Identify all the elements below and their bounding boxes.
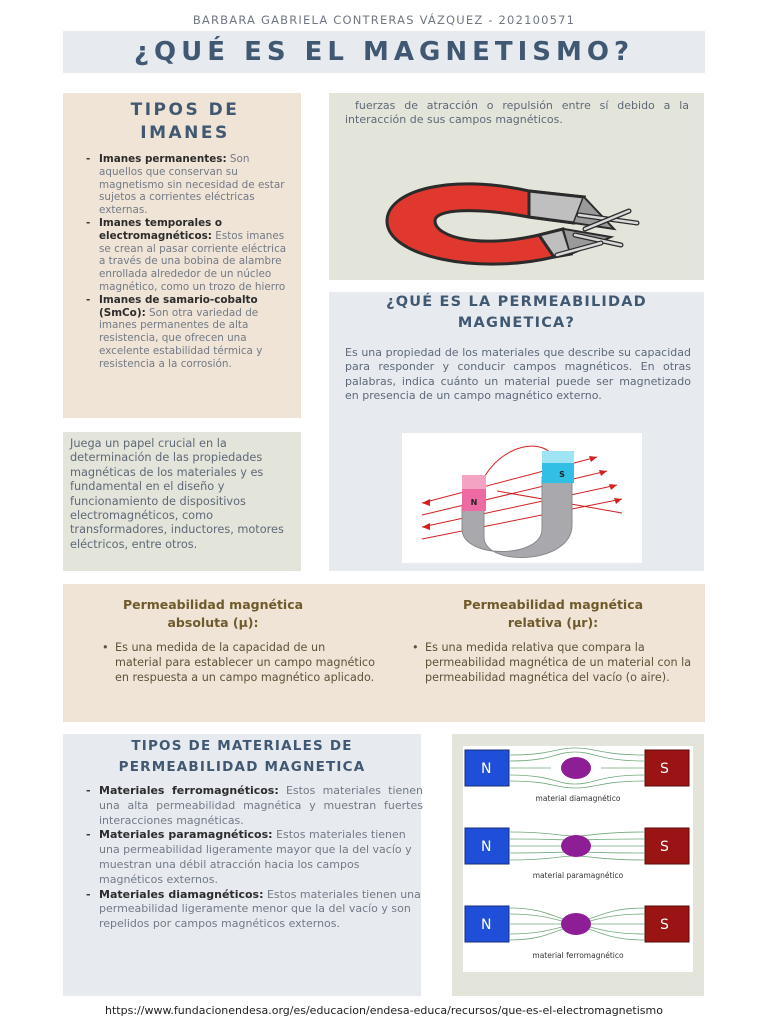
list-item: - Materiales ferromagnéticos: Estos materiales tienen una alta permeabilidad magnética y muestran fuertes interacciones magnéticas. bbox=[99, 784, 423, 828]
materiales-diagram-card bbox=[452, 734, 704, 996]
horseshoe-magnet-illustration bbox=[379, 153, 659, 278]
page-title: ¿QUÉ ES EL MAGNETISMO? bbox=[133, 37, 635, 67]
tipos-materiales-heading: TIPOS DE MATERIALES DE PERMEABILIDAD MAGNETICA bbox=[118, 738, 366, 775]
papel-text: Juega un papel crucial en la determinación de las propiedades magnéticas de los materiales y es fundamental en el diseño y funcionamiento de dispositivos electromagnéticos, como transformadores, inductores, motores eléctricos, entre otros. bbox=[70, 437, 284, 551]
fuerzas-text: fuerzas de atracción o repulsión entre sí debido a la interacción de sus campos magnéticos. bbox=[345, 99, 689, 127]
pole-s-label: S bbox=[660, 839, 669, 855]
tipos-materiales-card bbox=[63, 734, 421, 996]
list-item: - Materiales diamagnéticos: Estos materiales tienen una permeabilidad ligeramente menor que la del vacío y son repelidos por campos magnéticos externos. bbox=[99, 888, 423, 932]
list-item: - Imanes temporales o electromagnéticos: Estos imanes se crean al pasar corriente eléctrica a través de una bobina de alambre enrollada alrededor de un núcleo magnético, como un trozo de hierro bbox=[99, 217, 293, 294]
absoluta-list bbox=[101, 640, 375, 685]
list-item: • Es una medida de la capacidad de un material para establecer un campo magnético en respuesta a un campo magnético aplicado. bbox=[115, 640, 375, 685]
relativa-list bbox=[411, 640, 695, 685]
permeabilidad-card bbox=[329, 292, 704, 571]
list-item: - Imanes de samario-cobalto (SmCo): Son otra variedad de imanes permanentes de alta resistencia, que ofrecen una excelente estabilidad térmica y resistencia a la corrosión. bbox=[99, 294, 293, 371]
tipos-imanes-list bbox=[77, 153, 293, 371]
permeabilidad-tipos-card bbox=[63, 584, 705, 722]
pole-n-label: N bbox=[481, 839, 492, 855]
author-line: BARBARA GABRIELA CONTRERAS VÁZQUEZ - 202100571 bbox=[192, 13, 576, 27]
list-item: • Es una medida relativa que compara la permeabilidad magnética de un material con la permeabilidad magnética del vacío (o aire). bbox=[425, 640, 695, 685]
absoluta-heading: Permeabilidad magnética absoluta (μ): bbox=[122, 597, 304, 630]
permeabilidad-heading: ¿QUÉ ES LA PERMEABILIDAD MAGNETICA? bbox=[386, 294, 647, 331]
list-item: - Materiales paramagnéticos: Estos materiales tienen una permeabilidad ligeramente mayor que la del vacío y muestran una débil atracción hacia los campos magnéticos externos. bbox=[99, 828, 423, 887]
relativa-heading: Permeabilidad magnética relativa (μr): bbox=[462, 597, 644, 630]
diagram-label-ferromagnetico: material ferromagnético bbox=[532, 951, 624, 960]
materiales-field-diagram bbox=[463, 746, 693, 972]
u-magnet-field-illustration bbox=[402, 433, 642, 563]
title-banner bbox=[63, 31, 705, 73]
pole-n-label: N bbox=[481, 761, 492, 777]
permeabilidad-text: Es una propiedad de los materiales que describe su capacidad para responder y conducir campos magnéticos. En otras palabras, indica cuánto un material puede ser magnetizado en presencia de un campo magnético externo. bbox=[345, 346, 691, 403]
fuerzas-card bbox=[329, 93, 704, 280]
tipos-materiales-list bbox=[83, 784, 423, 932]
list-item: - Imanes permanentes: Son aquellos que conservan su magnetismo sin necesidad de estar sujetos a corrientes eléctricas externas. bbox=[99, 153, 293, 217]
magnet-n-label: N bbox=[470, 498, 478, 507]
magnet-s-label: S bbox=[559, 470, 565, 479]
papel-card bbox=[63, 432, 301, 571]
pole-s-label: S bbox=[660, 917, 669, 933]
diagram-label-diamagnetico: material diamagnético bbox=[535, 794, 621, 803]
pole-n-label: N bbox=[481, 917, 492, 933]
diagram-label-paramagnetico: material paramagnético bbox=[532, 871, 624, 880]
tipos-imanes-heading: TIPOS DE IMANES bbox=[130, 100, 240, 143]
pole-s-label: S bbox=[660, 761, 669, 777]
source-url: https://www.fundacionendesa.org/es/educacion/endesa-educa/recursos/que-es-el-electromagnetismo bbox=[105, 1004, 663, 1017]
tipos-imanes-card bbox=[63, 93, 301, 418]
